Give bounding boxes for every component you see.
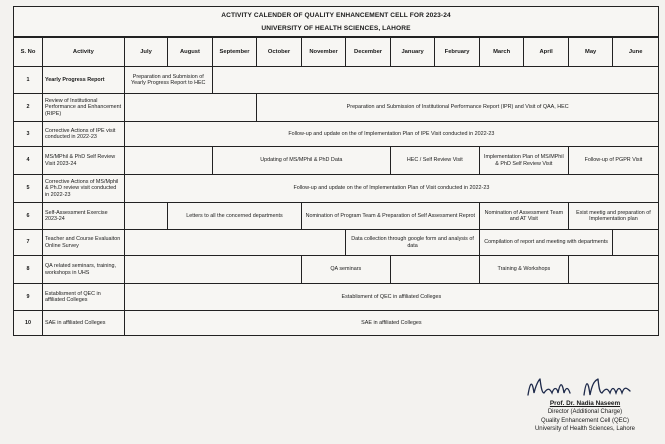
col-header-july: July — [124, 38, 167, 67]
table-row — [14, 284, 659, 311]
row-activity: Yearly Progress Report — [42, 67, 124, 94]
table-row — [14, 94, 659, 122]
schedule-cell: Updating of MS/MPhil & PhD Data — [212, 147, 390, 175]
row-sno: 4 — [14, 147, 43, 175]
row-sno: 1 — [14, 67, 43, 94]
row-sno: 6 — [14, 203, 43, 230]
empty-cell — [124, 230, 346, 256]
col-header-activity: Activity — [42, 38, 124, 67]
activity-calendar-table — [13, 37, 659, 336]
col-header-june: June — [613, 38, 659, 67]
empty-cell — [124, 256, 301, 284]
table-row — [14, 147, 659, 175]
row-sno: 10 — [14, 311, 43, 336]
row-activity: SAE in affiliated Colleges — [42, 311, 124, 336]
schedule-cell: QA seminars — [301, 256, 390, 284]
row-sno: 5 — [14, 175, 43, 203]
empty-cell — [390, 256, 479, 284]
empty-cell — [124, 94, 257, 122]
col-header-august: August — [168, 38, 213, 67]
table-row — [14, 311, 659, 336]
row-activity: Review of Institutional Performance and Enhancement (RIPE) — [42, 94, 124, 122]
schedule-cell: HEC / Self Review Visit — [390, 147, 479, 175]
schedule-cell: Nomination of Assessment Team and AT Visit — [479, 203, 568, 230]
handwritten-signature — [524, 375, 634, 401]
signatory-office: Quality Enhancement Cell (QEC) — [540, 417, 630, 424]
col-header-march: March — [479, 38, 524, 67]
schedule-cell: Preparation and Submision of Yearly Progress Report to HEC — [124, 67, 212, 94]
col-header-january: January — [390, 38, 435, 67]
row-activity: QA related seminars, training, workshops in UHS — [42, 256, 124, 284]
schedule-cell: Follow-up and update on the of Implementation Plan of Visit conducted in 2022-23 — [124, 175, 658, 203]
col-header-november: November — [301, 38, 346, 67]
schedule-cell: Exist meetig and preparation of Implementation plan — [568, 203, 658, 230]
row-activity: Self-Assessment Exercise 2023-24 — [42, 203, 124, 230]
row-activity: Establisment of QEC in affiliated Colleges — [42, 284, 124, 311]
schedule-cell: Follow-up and update on the of Implementation Plan of IPE Visit conducted in 2022-23 — [124, 122, 658, 147]
row-activity: Teacher and Course Evaluaiton Online Survey — [42, 230, 124, 256]
schedule-cell: Nomination of Program Team & Preparation of Self Assessment Reprot — [301, 203, 479, 230]
document-title: ACTIVITY CALENDER OF QUALITY ENHANCEMENT CELL FOR 2023-24 — [221, 12, 451, 19]
table-row — [14, 203, 659, 230]
empty-cell — [124, 203, 167, 230]
signatory-institution: University of Health Sciences, Lahore — [534, 425, 636, 432]
empty-cell — [124, 147, 212, 175]
signature-block — [510, 400, 660, 433]
empty-cell — [568, 256, 658, 284]
signatory-name: Prof. Dr. Nadia Naseem — [549, 400, 621, 407]
row-sno: 9 — [14, 284, 43, 311]
schedule-cell: SAE in affiliated Colleges — [124, 311, 658, 336]
schedule-cell: Follow-up of PGPR Visit — [568, 147, 658, 175]
schedule-cell: Preparation and Submission of Institutional Performance Report (IPR) and Visit of QAA, HEC — [257, 94, 659, 122]
schedule-cell: Data collection through google form and analysis of data — [346, 230, 480, 256]
col-header-september: September — [212, 38, 257, 67]
document-subtitle: UNIVERSITY OF HEALTH SCIENCES, LAHORE — [261, 25, 411, 32]
row-sno: 8 — [14, 256, 43, 284]
col-header-february: February — [435, 38, 480, 67]
row-activity: Corrective Actions of MS/Mphil & Ph.D review visit conducted in 2022-23 — [42, 175, 124, 203]
table-row — [14, 256, 659, 284]
col-header-october: October — [257, 38, 302, 67]
col-header-december: December — [346, 38, 391, 67]
row-sno: 2 — [14, 94, 43, 122]
col-header-may: May — [568, 38, 613, 67]
schedule-cell: Compilation of report and meeting with departments — [479, 230, 613, 256]
row-activity: MS/MPhil & PhD Self Review Visit 2023-24 — [42, 147, 124, 175]
schedule-cell: Training & Workshops — [479, 256, 568, 284]
signatory-title: Director (Additional Charge) — [547, 409, 623, 416]
schedule-cell: Letters to all the concerned departments — [168, 203, 302, 230]
row-sno: 3 — [14, 122, 43, 147]
table-row — [14, 67, 659, 94]
empty-cell — [613, 230, 659, 256]
title-box — [13, 6, 659, 37]
col-header-april: April — [524, 38, 569, 67]
empty-cell — [212, 67, 658, 94]
row-sno: 7 — [14, 230, 43, 256]
col-header-sno: S. No — [14, 38, 43, 67]
row-activity: Corrective Actions of IPE visit conducted in 2022-23 — [42, 122, 124, 147]
table-row — [14, 230, 659, 256]
schedule-cell: Implementation Plan of MS/MPhil & PhD Self Review Visit — [479, 147, 568, 175]
table-row — [14, 175, 659, 203]
schedule-cell: Establisment of QEC in affiliated Colleges — [124, 284, 658, 311]
table-row — [14, 122, 659, 147]
header-row — [14, 38, 659, 67]
